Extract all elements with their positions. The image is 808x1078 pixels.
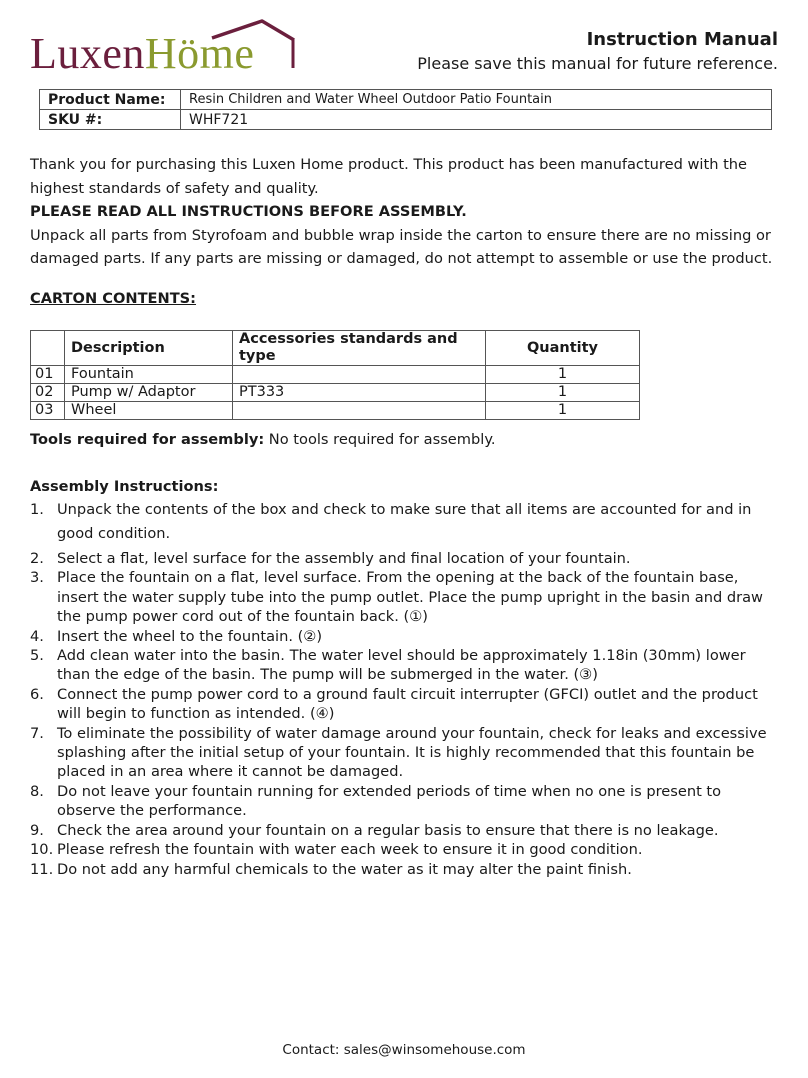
step-text: Select a flat, level surface for the assembly and final location of your fountain. [57, 550, 631, 567]
row-number: 03 [31, 402, 65, 420]
col-description-header: Description [65, 331, 233, 366]
step-number: 7. [30, 724, 44, 742]
footer-contact: Contact: sales@winsomehouse.com [282, 1042, 526, 1058]
step-text: Please refresh the fountain with water each week to ensure it in good condition. [57, 841, 643, 859]
step-text: Insert the wheel to the fountain. (②) [57, 627, 323, 645]
step-text: To eliminate the possibility of water damage around your fountain, check for leaks and excessive splashing after the initial setup of your fountain. It is highly recommended that this fountain be placed in an area where it cannot be damaged. [57, 724, 767, 781]
product-name-row [40, 90, 772, 110]
list-item [30, 860, 782, 879]
row-accessories: PT333 [233, 384, 486, 402]
step-text: Do not add any harmful chemicals to the water as it may alter the paint finish. [57, 860, 632, 878]
product-name-label: Product Name: [40, 90, 181, 110]
list-item [30, 498, 782, 545]
row-accessories [233, 402, 486, 420]
step-text: Check the area around your fountain on a regular basis to ensure that there is no leakage. [57, 821, 719, 839]
tools-label: Tools required for assembly: [30, 431, 265, 448]
carton-header-row [31, 331, 640, 366]
list-item [30, 627, 782, 646]
row-description: Fountain [65, 366, 233, 384]
assembly-steps [30, 498, 782, 879]
row-number: 01 [31, 366, 65, 384]
table-row [31, 402, 640, 420]
step-number: 4. [30, 627, 44, 645]
col-accessories-header: Accessories standards and type [233, 331, 486, 366]
tools-value: No tools required for assembly. [264, 431, 496, 448]
col-number-header [31, 331, 65, 366]
table-row [31, 384, 640, 402]
list-item [30, 685, 782, 724]
carton-heading: CARTON CONTENTS: [30, 290, 197, 307]
list-item [30, 568, 782, 626]
step-number: 3. [30, 569, 44, 587]
sku-row [40, 110, 772, 130]
list-item [30, 821, 782, 840]
step-text: Connect the pump power cord to a ground fault circuit interrupter (GFCI) outlet and the product will begin to function as intended. (④) [57, 685, 758, 723]
intro-section [30, 153, 780, 271]
list-item [30, 724, 782, 782]
list-item [30, 646, 782, 685]
step-text: Do not leave your fountain running for extended periods of time when no one is present to observe the performance. [57, 782, 722, 820]
document-title: Instruction Manual [586, 29, 778, 50]
intro-read-all: PLEASE READ ALL INSTRUCTIONS BEFORE ASSEMBLY. [30, 203, 467, 220]
step-number: 8. [30, 782, 44, 800]
tools-line [30, 428, 780, 452]
row-quantity: 1 [486, 366, 640, 384]
sku-label: SKU #: [40, 110, 181, 130]
brand-logo [30, 18, 305, 78]
step-number: 9. [30, 821, 44, 839]
carton-contents-table [30, 330, 640, 420]
row-quantity: 1 [486, 402, 640, 420]
step-text: Unpack the contents of the box and check to make sure that all items are accounted for and in good condition. [57, 501, 752, 542]
row-quantity: 1 [486, 384, 640, 402]
step-text: Add clean water into the basin. The water level should be approximately 1.18in (30mm) lower than the edge of the basin. The pump will be submerged in the water. (③) [57, 647, 746, 684]
brand-name-accent: Höme [144, 29, 255, 78]
list-item [30, 782, 782, 821]
step-number: 1. [30, 501, 44, 518]
row-number: 02 [31, 384, 65, 402]
col-quantity-header: Quantity [486, 331, 640, 366]
brand-name-primary: Luxen [30, 29, 145, 78]
step-number: 6. [30, 685, 44, 703]
intro-unpack: Unpack all parts from Styrofoam and bubble wrap inside the carton to ensure there are no missing or damaged parts. If any parts are missing or damaged, do not attempt to assemble or use the product. [30, 226, 773, 267]
assembly-heading: Assembly Instructions: [30, 478, 219, 495]
table-row [31, 366, 640, 384]
step-number: 5. [30, 647, 44, 665]
step-text: Place the fountain on a flat, level surface. From the opening at the back of the fountain base, insert the water supply tube into the pump outlet. Place the pump upright in the basin and draw the pump power cord out of the fountain back. (①) [57, 569, 763, 626]
sku-value: WHF721 [181, 110, 772, 130]
step-number: 10. [30, 841, 54, 859]
document-subtitle: Please save this manual for future reference. [417, 54, 778, 73]
step-number: 11. [30, 860, 54, 878]
row-accessories [233, 366, 486, 384]
row-description: Pump w/ Adaptor [65, 384, 233, 402]
list-item [30, 549, 782, 568]
intro-thanks: Thank you for purchasing this Luxen Home product. This product has been manufactured with the highest standards of safety and quality. [30, 156, 748, 197]
list-item [30, 840, 782, 859]
product-info-table [39, 89, 772, 130]
row-description: Wheel [65, 402, 233, 420]
product-name-value: Resin Children and Water Wheel Outdoor Patio Fountain [181, 90, 772, 110]
step-number: 2. [30, 550, 44, 567]
